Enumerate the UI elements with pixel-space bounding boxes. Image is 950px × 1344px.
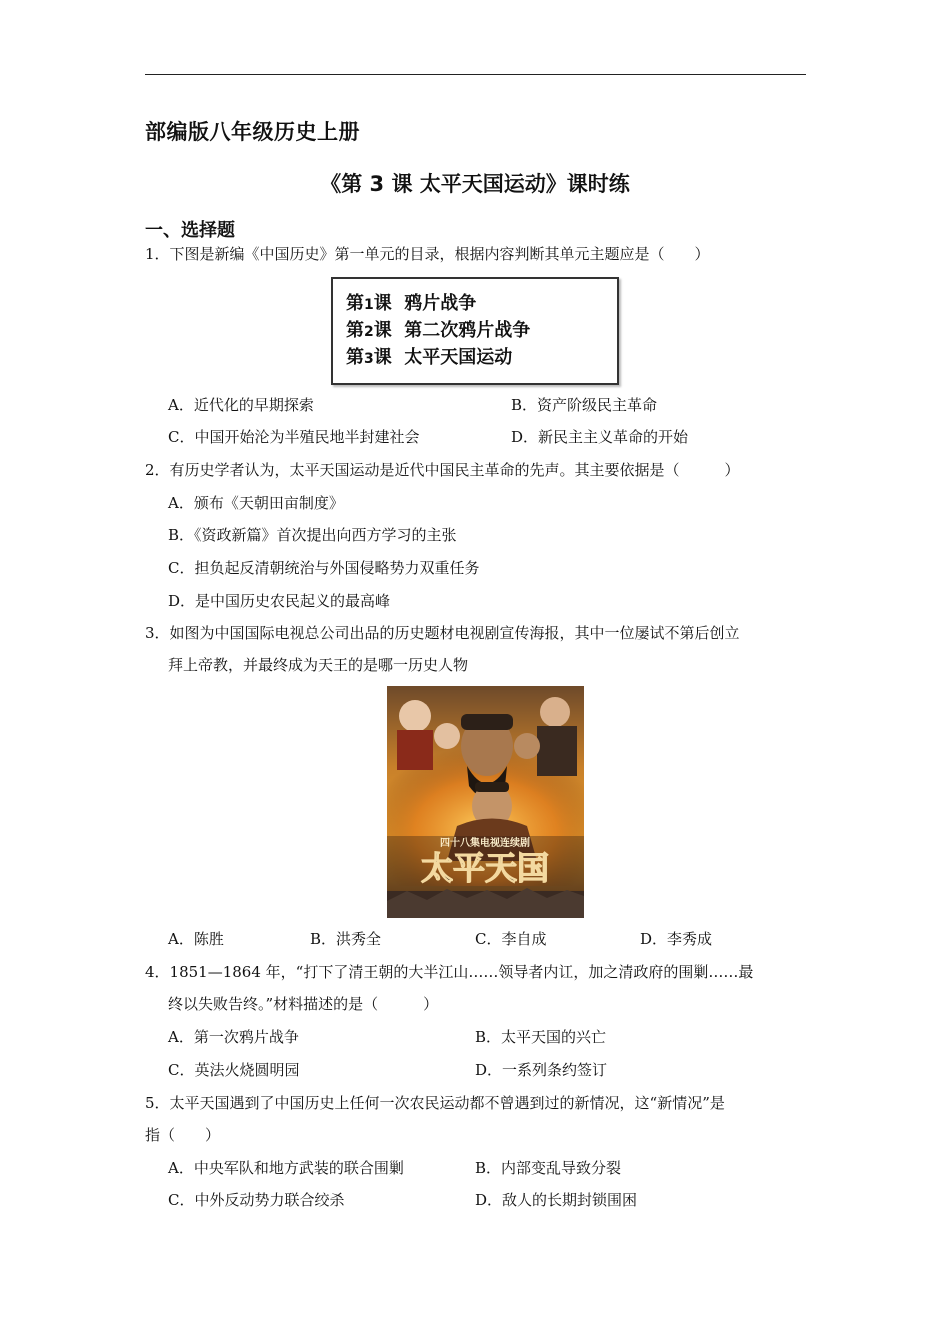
toc-row-3: 第3课 太平天国运动	[346, 347, 513, 368]
question-3-option-b: B．洪秀全	[310, 930, 382, 948]
question-4-stem-line-2: 终以失败告终。”材料描述的是（ ）	[168, 995, 439, 1013]
question-1-stem: 1．下图是新编《中国历史》第一单元的目录，根据内容判断其单元主题应是（ ）	[145, 245, 710, 263]
question-1-option-d: D．新民主主义革命的开始	[511, 428, 689, 446]
question-5-stem-line-1: 5．太平天国遇到了中国历史上任何一次农民运动都不曾遇到过的新情况，这“新情况”是	[145, 1094, 725, 1112]
question-3-option-d: D．李秀成	[640, 930, 713, 948]
question-1-option-b: B．资产阶级民主革命	[511, 396, 658, 414]
question-5-stem-line-2: 指（ ）	[145, 1126, 221, 1144]
poster-caption: 四十八集电视连续剧	[440, 838, 530, 849]
document-subtitle: 《第 3 课 太平天国运动》课时练	[320, 172, 630, 196]
question-3-option-c: C．李自成	[475, 930, 547, 948]
question-2-option-a: A．颁布《天朝田亩制度》	[168, 494, 344, 512]
question-4-option-b: B．太平天国的兴亡	[475, 1028, 607, 1046]
header-rule	[145, 74, 806, 75]
question-3-option-a: A．陈胜	[168, 930, 224, 948]
tv-series-poster-image	[387, 686, 584, 918]
document-title: 部编版八年级历史上册	[145, 120, 360, 144]
question-4-stem-line-1: 4．1851—1864 年，“打下了清王朝的大半江山……领导者内讧，加之清政府的围剿……最	[145, 963, 754, 981]
question-5-option-c: C．中外反动势力联合绞杀	[168, 1191, 345, 1209]
question-2-option-c: C．担负起反清朝统治与外国侵略势力双重任务	[168, 559, 480, 577]
question-4-option-d: D．一系列条约签订	[475, 1061, 608, 1079]
poster-title: 太平天国	[420, 849, 550, 887]
question-5-option-d: D．敌人的长期封锁围困	[475, 1191, 638, 1209]
question-5-option-a: A．中央军队和地方武装的联合围剿	[168, 1159, 404, 1177]
question-3-stem-line-2: 拜上帝教，并最终成为天王的是哪一历史人物	[168, 656, 469, 674]
toc-row-1: 第1课 鸦片战争	[346, 293, 477, 314]
table-of-contents-figure	[331, 277, 619, 385]
section-title: 一、选择题	[145, 220, 235, 241]
question-2-stem: 2．有历史学者认为，太平天国运动是近代中国民主革命的先声。其主要依据是（ ）	[145, 461, 740, 479]
question-1-option-c: C．中国开始沦为半殖民地半封建社会	[168, 428, 420, 446]
toc-row-2: 第2课 第二次鸦片战争	[346, 320, 531, 341]
question-3-stem-line-1: 3．如图为中国国际电视总公司出品的历史题材电视剧宣传海报，其中一位屡试不第后创立	[145, 624, 740, 642]
question-4-option-c: C．英法火烧圆明园	[168, 1061, 300, 1079]
question-2-option-b: B．《资政新篇》首次提出向西方学习的主张	[168, 526, 457, 544]
question-2-option-d: D．是中国历史农民起义的最高峰	[168, 592, 391, 610]
question-4-option-a: A．第一次鸦片战争	[168, 1028, 299, 1046]
question-1-option-a: A．近代化的早期探索	[168, 396, 314, 414]
question-5-option-b: B．内部变乱导致分裂	[475, 1159, 622, 1177]
